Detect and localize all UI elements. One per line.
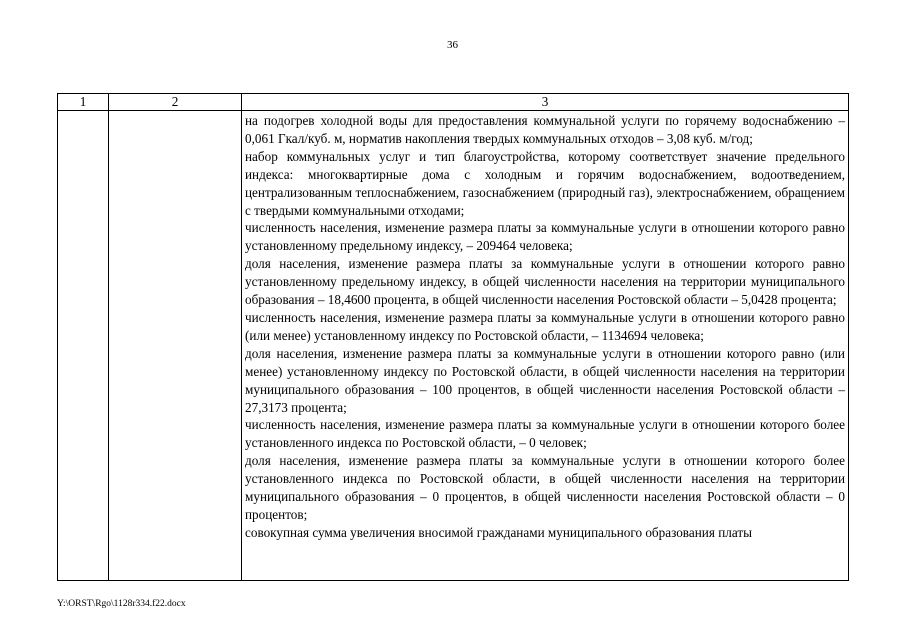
table-cell-col1: [58, 111, 109, 581]
column-header-1: 1: [58, 94, 109, 111]
paragraph: на подогрев холодной воды для предоставления коммунальной услуги по горячему водоснабжению – 0,061 Гкал/куб. м, норматив накопления твердых коммунальных отходов – 3,08 куб. м/год;: [245, 113, 845, 146]
paragraph: численность населения, изменение размера платы за коммунальные услуги в отношении которого более установленного индекса по Ростовской области, – 0 человек;: [245, 417, 845, 451]
footer-file-path: Y:\ORST\Rgo\1128r334.f22.docx: [57, 599, 186, 609]
paragraph: доля населения, изменение размера платы за коммунальные услуги в отношении которого равно установленному предельному индексу, в общей численности населения на территории муниципального образования – 18,4600 процента, в общей численности населения Ростовской области – 5,0428 процента;: [245, 256, 845, 308]
paragraph: набор коммунальных услуг и тип благоустройства, которому соответствует значение предельного индекса: многоквартирные дома с холодным и горячим водоснабжением, водоотведением, централизованным теплоснабжением, газоснабжением (природный газ), электроснабжением, обращением с твердыми коммунальными отходами;: [245, 148, 845, 218]
table-cell-col3: [242, 111, 849, 581]
table-header-row: [58, 94, 849, 111]
page-number: 36: [447, 39, 458, 51]
paragraph: численность населения, изменение размера платы за коммунальные услуги в отношении которого равно установленному предельному индексу, – 209464 человека;: [245, 220, 845, 254]
column-header-2: 2: [109, 94, 242, 111]
paragraph: доля населения, изменение размера платы за коммунальные услуги в отношении которого более установленного индекса по Ростовской области, в общей численности населения на территории муниципального образования – 0 процентов, в общей численности населения Ростовской области – 0 процентов;: [245, 453, 845, 522]
table-row: [58, 111, 849, 581]
paragraph: численность населения, изменение размера платы за коммунальные услуги в отношении которого равно (или менее) установленному индексу по Ростовской области, – 1134694 человека;: [245, 309, 845, 343]
table-cell-col2: [109, 111, 242, 581]
paragraph: совокупная сумма увеличения вносимой гражданами муниципального образования платы: [245, 524, 752, 540]
paragraph: доля населения, изменение размера платы за коммунальные услуги в отношении которого равно (или менее) установленному индексу по Ростовской области, в общей численности населения на территории муниципального образования – 100 процентов, в общей численности населения Ростовской области – 27,3173 процента;: [245, 345, 845, 415]
column-header-3: 3: [242, 94, 849, 111]
document-table: [57, 93, 849, 581]
